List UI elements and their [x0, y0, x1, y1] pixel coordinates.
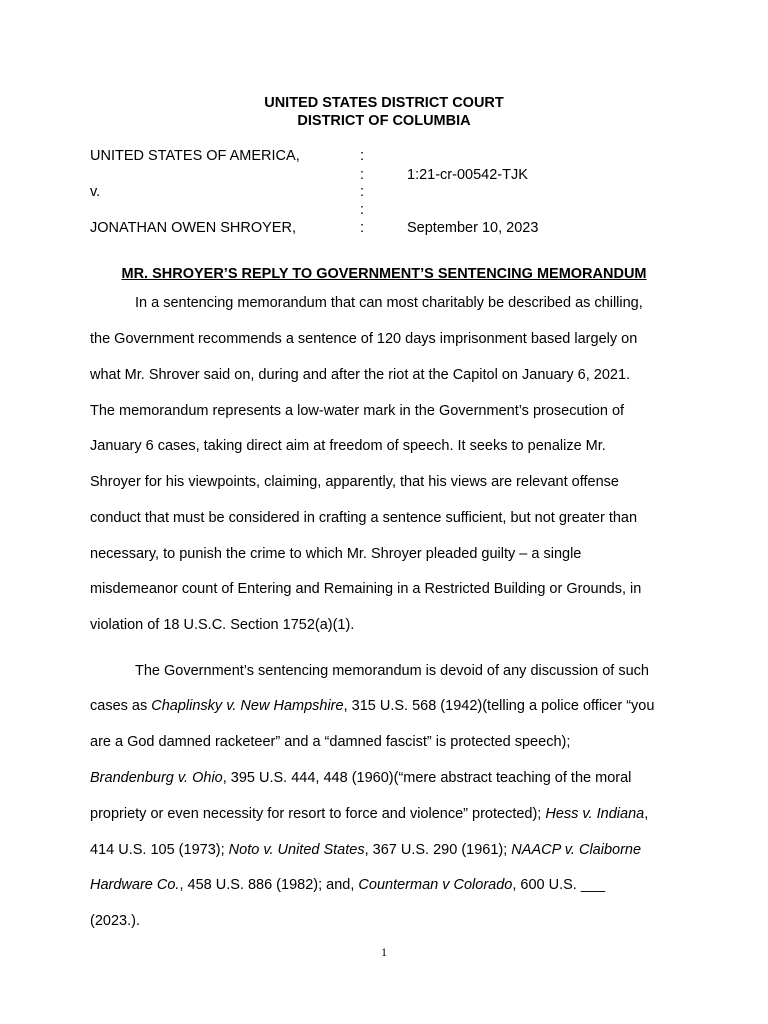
- text-run: , 600 U.S. ___: [512, 877, 606, 893]
- case-citation: Hess v. Indiana: [545, 806, 645, 822]
- body-line: [90, 697, 654, 715]
- case-citation: Hardware Co.: [90, 877, 180, 893]
- body-line: misdemeanor count of Entering and Remaining in a Restricted Building or Grounds, in: [90, 581, 642, 597]
- body-line: necessary, to punish the crime to which Mr. Shroyer pleaded guilty – a single: [90, 546, 582, 562]
- caption-colon: :: [360, 184, 365, 200]
- body-line: In a sentencing memorandum that can most charitably be described as chilling,: [135, 295, 643, 311]
- case-number: 1:21-cr-00542-TJK: [407, 167, 528, 183]
- body-line: The Government’s sentencing memorandum is devoid of any discussion of such: [135, 663, 649, 679]
- case-citation: NAACP v. Claiborne: [511, 842, 642, 858]
- case-citation: Brandenburg v. Ohio: [90, 770, 223, 786]
- text-run: , 458 U.S. 886 (1982); and,: [179, 877, 359, 893]
- body-line: Shroyer for his viewpoints, claiming, apparently, that his views are relevant offense: [90, 474, 619, 490]
- text-run: , 315 U.S. 568 (1942)(telling a police officer “you: [343, 698, 655, 714]
- district-name: DISTRICT OF COLUMBIA: [297, 113, 471, 129]
- caption-row: [90, 219, 690, 237]
- body-line: The memorandum represents a low-water mark in the Government’s prosecution of: [90, 403, 625, 419]
- case-citation: Noto v. United States: [228, 842, 365, 858]
- caption-row: [90, 147, 690, 165]
- filing-date: September 10, 2023: [407, 220, 539, 236]
- caption-versus: v.: [90, 184, 101, 200]
- court-name: UNITED STATES DISTRICT COURT: [264, 95, 504, 111]
- text-run: 414 U.S. 105 (1973);: [90, 842, 229, 858]
- text-run: propriety or even necessity for resort to force and violence” protected);: [90, 806, 546, 822]
- text-run: , 395 U.S. 444, 448 (1960)(“mere abstract teaching of the moral: [222, 770, 632, 786]
- caption-colon: :: [360, 148, 365, 164]
- page-number: 1: [381, 945, 387, 959]
- caption-defendant: JONATHAN OWEN SHROYER,: [90, 220, 296, 236]
- text-run: , 367 U.S. 290 (1961);: [364, 842, 512, 858]
- body-line: conduct that must be considered in crafting a sentence sufficient, but not greater than: [90, 510, 638, 526]
- caption-row: [90, 166, 690, 184]
- caption-colon: :: [360, 220, 365, 236]
- body-line: what Mr. Shrover said on, during and after the riot at the Capitol on January 6, 2021.: [90, 367, 631, 383]
- caption-row: [90, 183, 690, 201]
- body-line: [90, 805, 648, 823]
- body-line: [90, 876, 605, 894]
- caption-colon: :: [360, 167, 365, 183]
- body-line: (2023.).: [90, 913, 140, 929]
- body-line: January 6 cases, taking direct aim at freedom of speech. It seeks to penalize Mr.: [90, 438, 606, 454]
- caption-colon: :: [360, 202, 365, 218]
- text-run: ,: [644, 806, 649, 822]
- case-citation: Counterman v Colorado: [358, 877, 513, 893]
- case-citation: Chaplinsky v. New Hampshire: [151, 698, 344, 714]
- caption-party: UNITED STATES OF AMERICA,: [90, 148, 300, 164]
- caption-row: [90, 201, 690, 219]
- body-line: are a God damned racketeer” and a “damned fascist” is protected speech);: [90, 734, 571, 750]
- body-line: violation of 18 U.S.C. Section 1752(a)(1).: [90, 617, 355, 633]
- text-run: cases as: [90, 698, 152, 714]
- body-line: [90, 769, 631, 787]
- document-title: MR. SHROYER’S REPLY TO GOVERNMENT’S SENTENCING MEMORANDUM: [121, 266, 647, 282]
- body-line: the Government recommends a sentence of 120 days imprisonment based largely on: [90, 331, 638, 347]
- body-line: [90, 841, 641, 859]
